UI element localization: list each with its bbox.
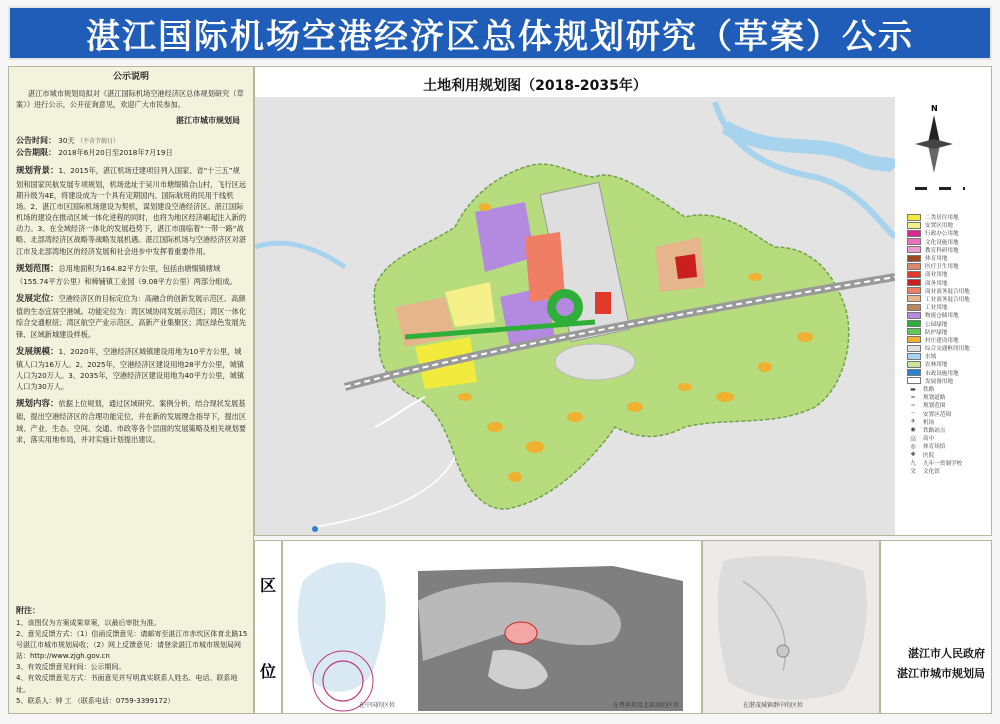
legend-item [907,262,991,270]
north-label: N [931,104,938,113]
period-label: 公告期限： [16,148,56,158]
section-text: 总用地面积为164.82平方公里，包括由塘缀镇辖域（155.74平方公里）和樟铺镇工业园（9.08平方公里）两部分组成。 [16,263,237,286]
issuer-panel [880,540,992,714]
issuer-planning-bureau: 湛江市城市规划局 [897,667,985,680]
note-item: 2、意见反馈方式：（1）信函反馈意见：请邮寄至湛江市赤坎区体育北路15号湛江市城市规划局收；（2）网上反馈意见：请登录湛江市城市规划局网站：http://www.zjgh.gov.cn [16,629,248,661]
legend-swatch [907,263,921,270]
legend-item [907,352,991,360]
location-side-char: 区 [259,575,276,595]
issuer-government: 湛江市人民政府 [908,647,985,660]
section-scope [16,263,246,287]
location-row [254,540,992,714]
legend-label: 安置区范围 [923,411,951,418]
legend-item [907,360,991,368]
scale-bar-segment [927,187,939,190]
legend-symbol-item [907,442,991,450]
legend-label: 村庄建设用地 [925,337,959,344]
legend-item [907,295,991,303]
section-text: 1、2020年，空港经济区城镇建设用地为10平方公里，城镇人口为16万人。2、2025年，空港经济区建设用地28平方公里，城镇人口为20万人。3、2035年，空港经济区建设用地为40平方公里，城镇人口为30万人。 [16,346,245,392]
notice-time [16,135,246,147]
legend-swatch [907,222,921,229]
section-text: 空港经济区的目标定位为：高融合的创新发展示范区、高颜值的生态宜居空港城。功能定位为：湾区城协同发展示范区；湾区一体化综合交通枢纽；湾区航空产业示范区、高新产业集聚区；湾区绿色发展先锋、区域新城建设样板。 [16,294,247,339]
village-land [797,332,813,342]
legend-label: 高中 [923,436,935,443]
legend-item [907,287,991,295]
legend-swatch [907,295,921,302]
logistics-zone [556,298,574,316]
legend-symbol-item [907,401,991,409]
regional-location-maps [282,540,702,714]
legend-symbol-icon: ▬ [910,385,916,393]
legend-swatch [907,271,921,278]
legend-label: 文化设施用地 [925,239,959,246]
legend-swatch [907,246,921,253]
legend-swatch [907,369,921,376]
legend-label: 综合交通枢纽用地 [925,346,970,353]
notice-intro: 湛江市城市规划局拟对《湛江国际机场空港经济区总体规划研究（草案）》进行公示，公开征询意见，欢迎广大市民参加。 [16,88,244,110]
section-label: 发展规模： [16,346,59,357]
legend-symbol-item [907,450,991,458]
compass-needle [934,139,953,149]
compass-needle [928,115,940,143]
caption-china: 在中国的区位 [359,702,396,709]
legend-label: 二类居住用地 [925,215,959,222]
notice-panel [8,66,254,714]
legend-symbol-icon: ═ [911,393,915,401]
scale-bar-segment [951,187,963,190]
legend-symbol-item [907,410,991,418]
legend-symbol-item [907,467,991,475]
cluster-city [777,645,789,657]
legend-label: 医疗卫生用地 [925,264,959,271]
legend-label: 体育场馆 [923,444,946,451]
cluster-land [718,556,867,700]
transport-hub [555,344,635,380]
legend-symbol-item [907,418,991,426]
notes-heading: 附注： [16,605,40,615]
legend-symbol-icon: ┅ [911,401,915,409]
legend-label: 行政办公用地 [925,231,959,238]
utility-marker [312,526,318,532]
compass-needle [928,145,940,173]
section-text: 依据上位规划，通过区域研究、案例分析，结合现状发展基础，提出空港经济区的合理功能定位，并在新的发展理念指导下，提出区域、产业、生态、空间、交通、市政等各个层面的发展策略及相关规划要求，落实用地布局，并对实施计划提出建议。 [16,399,247,444]
land-use-map [255,97,895,535]
legend-item [907,279,991,287]
section-background [16,165,246,256]
legend-label: 商业商务混合用地 [925,288,970,295]
village-land [487,422,503,432]
legend-swatch [907,320,921,327]
legend-swatch [907,287,921,294]
village-land [758,362,772,372]
legend-symbol-icon: 高 [909,435,916,443]
location-side-char: 位 [259,661,276,681]
legend-label: 商务用地 [925,280,948,287]
legend-item [907,311,991,319]
legend-swatch [907,230,921,237]
location-side-label [254,540,282,714]
legend-swatch [907,345,921,352]
legend-label: 铁路 [923,387,935,394]
legend-swatch [907,336,921,343]
legend-label: 商业用地 [925,272,948,279]
legend-swatch [907,214,921,221]
note-item: 5、联系人：钟 工 （联系电话：0759-3399172） [16,696,175,705]
note-item: 3、有效反馈意见时间：公示期间。 [16,663,126,672]
land-use-map-panel [254,66,992,536]
legend-label: 铁路站点 [923,427,946,434]
note-item: 4、有效反馈意见方式：书面意见并写明真实联系人姓名、电话、联系地址。 [16,674,238,694]
legend-symbol-item [907,434,991,442]
section-label: 规划背景： [16,166,59,177]
legend-symbol-icon: 文 [909,468,916,476]
legend-label: 教育科研用地 [925,247,959,254]
city-cluster-inset-map [703,541,879,713]
village-land [678,383,692,391]
legend-swatch [907,304,921,311]
legend-item [907,238,991,246]
map-legend [907,213,991,475]
note-item: 1、该图仅为方案成果草案，以最后审批为准。 [16,618,161,627]
legend-item [907,213,991,221]
legend-swatch [907,377,921,384]
section-positioning [16,293,246,340]
page-title: 湛江国际机场空港经济区总体规划研究（草案）公示 [86,16,914,57]
legend-label: 物流仓储用地 [925,313,959,320]
legend-item [907,270,991,278]
zhanjiang-highlight [505,622,537,644]
village-land [458,393,472,401]
notice-signature: 湛江市城市规划局 [176,116,240,126]
section-scale [16,346,246,393]
section-text: 1、2015年，湛江机场迁建项目列入国家、省“十三五”规划和国家民航发展专项规划，机场选址于吴川市塘缀镇合山村，飞行区远期升级为4E，将建设成为一个具有定期国内、国际航班的民用干线机场。2、湛江市区国际机场建设为契机，谋划建设空港经济区。湛江国际机场的建设在推动区域一体化进程的同时，也将为地区经济崛起注入新的动力。3、在全域经济一体化的发展趋势下，湛江市面临着“一带一路”战略、北部湾经济区战略等战略发展机遇。湛江国际机场与空港经济区对湛江市及北部湾地区的经济发展和社会进步中发挥着重要作用。 [16,166,247,256]
legend-symbol-item [907,385,991,393]
legend-swatch [907,361,921,368]
legend-swatch [907,238,921,245]
regional-inset-map [283,541,701,713]
legend-item [907,328,991,336]
legend-symbol-icon: ◉ [910,426,916,434]
legend-label: 文化馆 [923,468,940,475]
legend-item [907,336,991,344]
city-cluster-location-map [702,540,880,714]
legend-label: 医院 [923,452,935,459]
legend-symbol-item [907,426,991,434]
legend-label: 农林用地 [925,362,948,369]
legend-label: 市政设施用地 [925,370,959,377]
caption-city-cluster: 在湛茂城镇群中的区位 [743,702,804,709]
legend-label: 水域 [925,354,937,361]
village-land [508,472,522,482]
title-bar [8,6,992,60]
notice-heading: 公示说明 [112,72,149,82]
map-title: 土地利用规划图（2018-2035年） [423,78,647,94]
legend-item [907,221,991,229]
legend-swatch [907,353,921,360]
legend-label: 防护绿地 [925,329,948,336]
village-land [479,203,491,211]
section-label: 发展定位： [16,294,59,305]
village-land [716,392,734,402]
north-arrow [915,103,971,199]
legend-symbol-item [907,393,991,401]
legend-label: 体育用地 [925,256,948,263]
time-label: 公告时间： [16,135,56,145]
time-value: 30天 [58,135,75,145]
caption-beibu-gulf: 在粤桂琼及北部湾的区位 [613,702,680,709]
legend-item [907,377,991,385]
legend-label: 规划范围 [923,403,946,410]
commercial-zone [595,292,611,314]
notice-period [16,147,246,159]
legend-label: 机场 [923,419,935,426]
village-land [748,273,762,281]
legend-symbol-item [907,459,991,467]
legend-label: 九年一贯制学校 [923,460,963,467]
legend-item [907,369,991,377]
section-label: 规划内容： [16,399,59,410]
legend-item [907,254,991,262]
time-note: （不含节假日） [76,137,119,145]
legend-item [907,246,991,254]
legend-label: 工业商务混合用地 [925,296,970,303]
section-content [16,398,246,445]
section-label: 规划范围： [16,263,59,274]
village-land [526,441,544,453]
legend-item [907,344,991,352]
legend-item [907,319,991,327]
legend-label: 规划道路 [923,395,946,402]
legend-label: 工业用地 [925,305,948,312]
legend-swatch [907,279,921,286]
village-land [627,402,643,412]
compass-needle [915,139,934,149]
legend-label: 安置区用地 [925,223,953,230]
legend-swatch [907,312,921,319]
legend-label: 发展备用地 [925,378,953,385]
notes [16,605,248,707]
village-land [567,412,583,422]
business-zone [675,254,697,279]
legend-label: 公园绿地 [925,321,948,328]
legend-symbol-icon: ✚ [910,451,916,459]
legend-symbol-icon: 九 [909,460,916,468]
legend-swatch [907,328,921,335]
legend-item [907,229,991,237]
legend-symbol-icon: ✈ [910,418,916,426]
period-value: 2018年6月20日至2018年7月19日 [58,148,173,158]
legend-swatch [907,255,921,262]
legend-symbol-icon: ◎ [910,442,916,450]
legend-symbol-icon: ┄ [911,410,915,418]
legend-item [907,303,991,311]
